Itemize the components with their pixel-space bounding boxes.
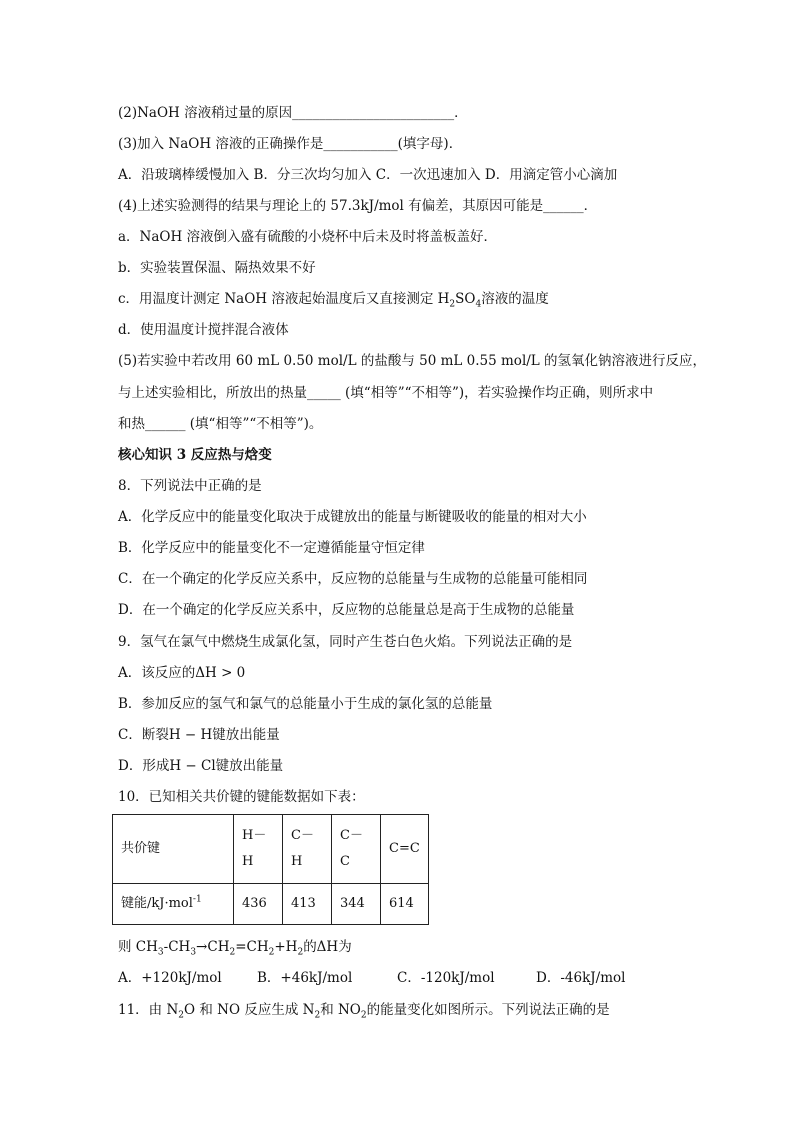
question-text: 11．由 N bbox=[118, 1002, 179, 1018]
equation-text: +H bbox=[274, 939, 298, 955]
question-8-line: 8．下列说法中正确的是 bbox=[118, 478, 262, 494]
equation-text: =CH bbox=[235, 939, 269, 955]
bond-bottom: H bbox=[242, 854, 254, 869]
subscript: 3 bbox=[157, 947, 164, 958]
subscript: 2 bbox=[297, 947, 304, 958]
table-cell-bond bbox=[283, 815, 332, 884]
option-c: C．-120kJ/mol bbox=[397, 970, 495, 986]
subscript: 4 bbox=[475, 299, 482, 310]
question-2-line: (2)NaOH 溶液稍过量的原因________________________． bbox=[118, 105, 468, 121]
option-c-text: c．用温度计测定 NaOH 溶液起始温度后又直接测定 H bbox=[118, 291, 450, 307]
question-8-option-d: D．在一个确定的化学反应关系中，反应物的总能量总是高于生成物的总能量 bbox=[118, 602, 575, 618]
energy-label-text: 键能/kJ·mol bbox=[121, 896, 193, 911]
question-4-line: (4)上述实验测得的结果与理论上的 57.3kJ/mol 有偏差，其原因可能是______． bbox=[118, 198, 598, 214]
bond-energy-table bbox=[112, 814, 429, 925]
option-d: D．-46kJ/mol bbox=[536, 970, 626, 986]
bond-bottom: C bbox=[340, 854, 350, 869]
subscript: 2 bbox=[178, 1010, 185, 1021]
table-row bbox=[113, 815, 429, 884]
question-4-option-a: a．NaOH 溶液倒入盛有硫酸的小烧杯中后未及时将盖板盖好． bbox=[118, 229, 498, 245]
question-9-option-d: D．形成H − Cl键放出能量 bbox=[118, 758, 284, 774]
question-4-option-b: b．实验装置保温、隔热效果不好 bbox=[118, 260, 316, 276]
option-b: B．+46kJ/mol bbox=[257, 970, 353, 986]
question-3-options: A．沿玻璃棒缓慢加入 B．分三次均匀加入 C．一次迅速加入 D．用滴定管小心滴加 bbox=[118, 167, 618, 183]
table-row bbox=[113, 884, 429, 925]
bond-bottom: H bbox=[291, 854, 303, 869]
question-9-option-c: C．断裂H − H键放出能量 bbox=[118, 727, 280, 743]
subscript: 2 bbox=[360, 1010, 367, 1021]
table-cell-bond bbox=[234, 815, 283, 884]
question-8-option-c: C．在一个确定的化学反应关系中，反应物的总能量与生成物的总能量可能相同 bbox=[118, 571, 588, 587]
question-text: O 和 NO 反应生成 N bbox=[184, 1002, 315, 1018]
section-heading: 核心知识 3 反应热与焓变 bbox=[118, 447, 272, 463]
question-5-line-1: (5)若实验中若改用 60 mL 0.50 mol/L 的盐酸与 50 mL 0.55 mol/L 的氢氧化钠溶液进行反应， bbox=[118, 353, 707, 369]
table-cell-value: 614 bbox=[381, 884, 429, 925]
table-energy-label bbox=[113, 884, 234, 925]
question-9-option-b: B．参加反应的氢气和氯气的总能量小于生成的氯化氢的总能量 bbox=[118, 696, 493, 712]
table-cell-bond bbox=[332, 815, 381, 884]
table-cell-bond: C=C bbox=[381, 815, 429, 884]
question-11-line bbox=[118, 1001, 718, 1019]
superscript: -1 bbox=[192, 894, 202, 905]
subscript: 3 bbox=[190, 947, 197, 958]
equation-text: 的ΔH为 bbox=[303, 939, 352, 955]
equation-text: -CH bbox=[163, 939, 191, 955]
question-3-line: (3)加入 NaOH 溶液的正确操作是___________(填字母)． bbox=[118, 136, 463, 152]
question-4-option-c bbox=[118, 290, 718, 308]
question-9-option-a: A．该反应的ΔH > 0 bbox=[118, 665, 246, 681]
question-4-option-d: d．使用温度计搅拌混合液体 bbox=[118, 322, 289, 338]
subscript: 2 bbox=[314, 1010, 321, 1021]
question-8-option-b: B．化学反应中的能量变化不一定遵循能量守恒定律 bbox=[118, 540, 425, 556]
option-a: A．+120kJ/mol bbox=[118, 970, 222, 986]
bond-top: H－ bbox=[242, 828, 267, 843]
question-8-option-a: A．化学反应中的能量变化取决于成键放出的能量与断键吸收的能量的相对大小 bbox=[118, 509, 587, 525]
subscript: 2 bbox=[229, 947, 236, 958]
option-c-text: 溶液的温度 bbox=[481, 291, 549, 307]
question-5-line-3: 和热______ (填“相等”“不相等”)。 bbox=[118, 416, 323, 432]
table-cell-value: 413 bbox=[283, 884, 332, 925]
question-10-options bbox=[118, 969, 718, 987]
table-cell-value: 344 bbox=[332, 884, 381, 925]
question-10-equation bbox=[118, 938, 718, 956]
subscript: 2 bbox=[268, 947, 275, 958]
bond-top: C－ bbox=[291, 828, 314, 843]
question-9-line: 9．氢气在氯气中燃烧生成氯化氢，同时产生苍白色火焰。下列说法正确的是 bbox=[118, 634, 573, 650]
question-10-line: 10．已知相关共价键的键能数据如下表： bbox=[118, 789, 365, 805]
question-text: 的能量变化如图所示。下列说法正确的是 bbox=[366, 1002, 610, 1018]
table-header-label: 共价键 bbox=[113, 815, 234, 884]
subscript: 2 bbox=[449, 299, 456, 310]
bond-top: C－ bbox=[340, 828, 363, 843]
equation-text: 则 CH bbox=[118, 939, 158, 955]
table-cell-value: 436 bbox=[234, 884, 283, 925]
question-text: 和 NO bbox=[320, 1002, 361, 1018]
option-c-text: SO bbox=[455, 291, 476, 307]
question-5-line-2: 与上述实验相比，所放出的热量_____ (填“相等”“不相等”)，若实验操作均正确，则所求中 bbox=[118, 385, 654, 401]
equation-text: →CH bbox=[196, 939, 230, 955]
